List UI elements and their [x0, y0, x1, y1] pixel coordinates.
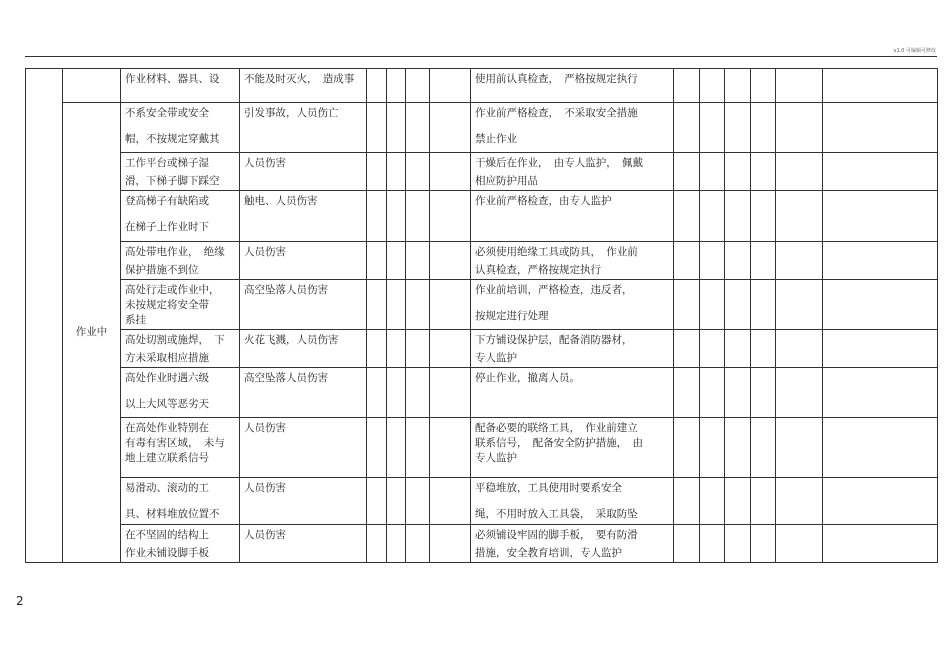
check-cell — [776, 418, 823, 478]
hazard-cell-line: 作业材料、器具、设 — [125, 73, 220, 85]
check-cell — [751, 280, 776, 330]
score-cell — [430, 330, 471, 368]
hazard-cell — [121, 525, 240, 563]
measure-cell-line: 下方铺设保护层，配备消防器材， — [475, 334, 633, 346]
risk-table — [25, 68, 938, 563]
consequence-cell — [240, 478, 367, 525]
check-cell — [751, 153, 776, 191]
score-cell — [430, 478, 471, 525]
measure-cell-line: 使用前认真检查， 严格按规定执行 — [475, 73, 638, 85]
check-cell — [674, 280, 700, 330]
check-cell — [725, 280, 751, 330]
measure-cell-line: 按规定进行处理 — [475, 310, 549, 322]
measure-cell — [471, 330, 674, 368]
measure-cell-line: 联系信号， 配备安全防护措施， 由 — [475, 437, 643, 449]
measure-cell — [471, 418, 674, 478]
score-cell — [367, 191, 387, 242]
check-cell — [823, 280, 938, 330]
score-cell — [367, 280, 387, 330]
check-cell — [700, 330, 725, 368]
score-cell — [367, 418, 387, 478]
hazard-cell-line: 地上建立联系信号 — [125, 452, 209, 464]
measure-cell — [471, 69, 674, 103]
score-cell — [406, 368, 430, 418]
check-cell — [700, 280, 725, 330]
check-cell — [700, 242, 725, 280]
check-cell — [674, 191, 700, 242]
score-cell — [430, 368, 471, 418]
score-cell — [430, 242, 471, 280]
check-cell — [700, 69, 725, 103]
hazard-cell-line: 高处带电作业， 绝缘 — [125, 246, 225, 258]
consequence-cell — [240, 525, 367, 563]
measure-cell — [471, 242, 674, 280]
check-cell — [776, 368, 823, 418]
check-cell — [751, 368, 776, 418]
measure-cell-line: 配备必要的联络工具， 作业前建立 — [475, 422, 638, 434]
hazard-cell-line: 帽，不按规定穿戴其 — [125, 133, 220, 145]
check-cell — [751, 103, 776, 153]
hazard-cell-line: 在梯子上作业时下 — [125, 221, 209, 233]
score-cell — [406, 69, 430, 103]
consequence-cell-line: 触电、人员伤害 — [244, 195, 318, 207]
hazard-cell-line: 作业未铺设脚手板 — [125, 547, 209, 559]
check-cell — [751, 525, 776, 563]
measure-cell-line: 停止作业，撤离人员。 — [475, 372, 580, 384]
check-cell — [700, 478, 725, 525]
hazard-cell-line: 未按规定将安全带 — [125, 299, 209, 311]
check-cell — [823, 368, 938, 418]
score-cell — [406, 418, 430, 478]
check-cell — [823, 525, 938, 563]
check-cell — [823, 242, 938, 280]
consequence-cell — [240, 368, 367, 418]
hazard-cell-line: 高处作业时遇六级 — [125, 372, 209, 384]
consequence-cell — [240, 153, 367, 191]
check-cell — [700, 103, 725, 153]
measure-cell-line: 措施，安全教育培训，专人监护 — [475, 547, 622, 559]
check-cell — [725, 242, 751, 280]
table-row — [26, 153, 938, 191]
check-cell — [700, 525, 725, 563]
check-cell — [776, 69, 823, 103]
hazard-cell — [121, 242, 240, 280]
check-cell — [725, 525, 751, 563]
measure-cell-line: 专人监护 — [475, 452, 517, 464]
check-cell — [751, 478, 776, 525]
score-cell — [430, 69, 471, 103]
score-cell — [387, 280, 406, 330]
score-cell — [406, 525, 430, 563]
hazard-cell — [121, 103, 240, 153]
table-row — [26, 103, 938, 153]
score-cell — [430, 191, 471, 242]
consequence-cell-line: 引发事故，人员伤亡 — [244, 107, 339, 119]
check-cell — [700, 153, 725, 191]
check-cell — [823, 103, 938, 153]
table-row — [26, 525, 938, 563]
consequence-cell-line: 高空坠落人员伤害 — [244, 284, 328, 296]
hazard-cell — [121, 153, 240, 191]
check-cell — [725, 191, 751, 242]
consequence-cell-line: 不能及时灭火， 造成事 — [244, 73, 355, 85]
table-row — [26, 368, 938, 418]
hazard-cell-line: 保护措施不到位 — [125, 264, 199, 276]
score-cell — [406, 280, 430, 330]
table-row — [26, 242, 938, 280]
hazard-cell — [121, 368, 240, 418]
measure-cell-line: 绳，不用时放入工具袋， 采取防坠 — [475, 508, 638, 520]
consequence-cell — [240, 103, 367, 153]
check-cell — [674, 103, 700, 153]
check-cell — [725, 418, 751, 478]
check-cell — [776, 153, 823, 191]
check-cell — [751, 330, 776, 368]
hazard-cell-line: 滑，下梯子脚下踩空 — [125, 175, 220, 187]
score-cell — [430, 280, 471, 330]
consequence-cell-line: 人员伤害 — [244, 482, 286, 494]
score-cell — [406, 330, 430, 368]
check-cell — [776, 525, 823, 563]
score-cell — [387, 153, 406, 191]
score-cell — [406, 191, 430, 242]
check-cell — [823, 191, 938, 242]
measure-cell-line: 作业前严格检查，由专人监护 — [475, 195, 612, 207]
score-cell — [430, 418, 471, 478]
measure-cell-line: 平稳堆放，工具使用时要系安全 — [475, 482, 622, 494]
check-cell — [823, 478, 938, 525]
check-cell — [823, 330, 938, 368]
check-cell — [751, 69, 776, 103]
hazard-cell — [121, 280, 240, 330]
hazard-cell-line: 不系安全带或安全 — [125, 107, 209, 119]
score-cell — [387, 191, 406, 242]
measure-cell-line: 禁止作业 — [475, 133, 517, 145]
check-cell — [823, 153, 938, 191]
check-cell — [776, 103, 823, 153]
score-cell — [387, 242, 406, 280]
stage-cell — [63, 103, 121, 563]
header-rule — [25, 56, 937, 57]
score-cell — [387, 368, 406, 418]
check-cell — [725, 368, 751, 418]
measure-cell — [471, 103, 674, 153]
hazard-cell-line: 高处切割或施焊， 下 — [125, 334, 225, 346]
hazard-cell — [121, 191, 240, 242]
score-cell — [406, 478, 430, 525]
hazard-cell-line: 在高处作业特别在 — [125, 422, 209, 434]
check-cell — [674, 525, 700, 563]
consequence-cell — [240, 330, 367, 368]
score-cell — [406, 153, 430, 191]
measure-cell-line: 必须铺设牢固的脚手板， 要有防滑 — [475, 529, 638, 541]
consequence-cell — [240, 69, 367, 103]
score-cell — [387, 103, 406, 153]
check-cell — [674, 368, 700, 418]
table-row — [26, 280, 938, 330]
check-cell — [823, 69, 938, 103]
table-row — [26, 478, 938, 525]
score-cell — [406, 103, 430, 153]
table-row — [26, 69, 938, 103]
check-cell — [776, 191, 823, 242]
hazard-cell — [121, 418, 240, 478]
score-cell — [430, 525, 471, 563]
outer-blank-cell — [26, 69, 63, 563]
score-cell — [367, 330, 387, 368]
check-cell — [776, 280, 823, 330]
hazard-cell-line: 登高梯子有缺陷或 — [125, 195, 209, 207]
measure-cell — [471, 280, 674, 330]
measure-cell-line: 必须使用绝缘工具或防具， 作业前 — [475, 246, 638, 258]
score-cell — [430, 153, 471, 191]
check-cell — [700, 191, 725, 242]
check-cell — [700, 418, 725, 478]
score-cell — [430, 103, 471, 153]
hazard-cell-line: 易滑动、滚动的工 — [125, 482, 209, 494]
measure-cell — [471, 153, 674, 191]
measure-cell — [471, 368, 674, 418]
hazard-cell-line: 在不坚固的结构上 — [125, 529, 209, 541]
check-cell — [751, 191, 776, 242]
hazard-cell — [121, 330, 240, 368]
measure-cell-line: 干燥后在作业， 由专人监护， 佩戴 — [475, 157, 643, 169]
score-cell — [367, 478, 387, 525]
table-row — [26, 418, 938, 478]
check-cell — [725, 330, 751, 368]
score-cell — [406, 242, 430, 280]
score-cell — [387, 525, 406, 563]
score-cell — [367, 153, 387, 191]
consequence-cell-line: 人员伤害 — [244, 529, 286, 541]
consequence-cell-line: 人员伤害 — [244, 157, 286, 169]
hazard-cell-line: 工作平台或梯子湿 — [125, 157, 209, 169]
measure-cell-line: 认真检查，严格按规定执行 — [475, 264, 601, 276]
check-cell — [674, 478, 700, 525]
check-cell — [674, 69, 700, 103]
score-cell — [367, 103, 387, 153]
check-cell — [823, 418, 938, 478]
page-number: 2 — [16, 594, 24, 608]
hazard-cell-line: 有毒有害区域， 未与 — [125, 437, 225, 449]
check-cell — [751, 242, 776, 280]
check-cell — [674, 242, 700, 280]
consequence-cell — [240, 242, 367, 280]
score-cell — [367, 242, 387, 280]
check-cell — [776, 242, 823, 280]
version-label: v1.0 可编辑可修改 — [893, 48, 936, 54]
measure-cell — [471, 525, 674, 563]
hazard-cell-line: 具、材料堆放位置不 — [125, 508, 220, 520]
consequence-cell-line: 火花飞溅，人员伤害 — [244, 334, 339, 346]
measure-cell-line: 相应防护用品 — [475, 175, 538, 187]
consequence-cell-line: 人员伤害 — [244, 246, 286, 258]
measure-cell — [471, 478, 674, 525]
check-cell — [674, 153, 700, 191]
score-cell — [367, 69, 387, 103]
consequence-cell — [240, 191, 367, 242]
hazard-cell — [121, 69, 240, 103]
consequence-cell — [240, 418, 367, 478]
consequence-cell — [240, 280, 367, 330]
score-cell — [387, 418, 406, 478]
hazard-cell-line: 系挂 — [125, 314, 146, 326]
check-cell — [674, 418, 700, 478]
check-cell — [751, 418, 776, 478]
consequence-cell-line: 人员伤害 — [244, 422, 286, 434]
check-cell — [725, 478, 751, 525]
score-cell — [387, 478, 406, 525]
score-cell — [387, 330, 406, 368]
hazard-cell — [121, 478, 240, 525]
check-cell — [700, 368, 725, 418]
score-cell — [367, 525, 387, 563]
table-row — [26, 191, 938, 242]
check-cell — [776, 330, 823, 368]
check-cell — [776, 478, 823, 525]
check-cell — [674, 330, 700, 368]
risk-table-body — [26, 69, 938, 563]
table-row — [26, 330, 938, 368]
stage-blank-cell — [63, 69, 121, 103]
score-cell — [387, 69, 406, 103]
hazard-cell-line: 方未采取相应措施 — [125, 352, 209, 364]
check-cell — [725, 103, 751, 153]
measure-cell-line: 作业前培训，严格检查，违反者， — [475, 284, 633, 296]
measure-cell-line: 专人监护 — [475, 352, 517, 364]
check-cell — [725, 153, 751, 191]
hazard-cell-line: 高处行走或作业中， — [125, 284, 220, 296]
check-cell — [725, 69, 751, 103]
consequence-cell-line: 高空坠落人员伤害 — [244, 372, 328, 384]
hazard-cell-line: 以上大风等恶劣天 — [125, 398, 209, 410]
measure-cell-line: 作业前严格检查， 不采取安全措施 — [475, 107, 638, 119]
stage-label: 作业中 — [75, 326, 108, 338]
measure-cell — [471, 191, 674, 242]
score-cell — [367, 368, 387, 418]
